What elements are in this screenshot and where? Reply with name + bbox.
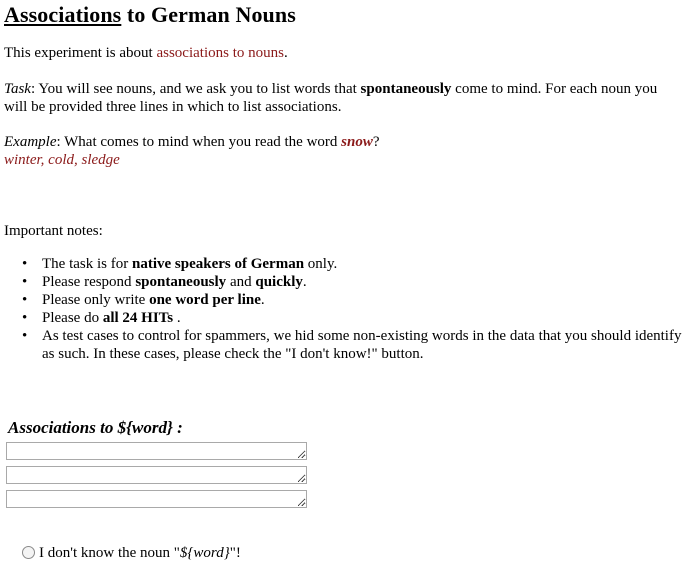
task-label: Task [4,81,31,97]
intro-text [4,44,288,62]
note-text: Please do [42,310,103,326]
dont-know-label: I don't know the noun " [39,545,180,561]
resize-grip-icon[interactable] [298,451,305,458]
task-bold: spontaneously [360,81,452,97]
note-text: only. [304,256,338,272]
task-text-2: come to mind. For each noun you will be provided three lines in which to list associations. [4,81,658,115]
note-item [42,309,682,327]
dont-know-option[interactable] [22,544,241,562]
note-item [42,273,682,291]
dont-know-word: ${word} [179,545,230,561]
note-text: . [302,274,307,290]
note-bold: all 24 HITs [102,310,174,326]
page-title [4,2,296,28]
association-field-1[interactable] [6,442,307,460]
note-bold: quickly [255,274,303,290]
note-text: . [260,292,265,308]
example-text [4,133,380,151]
association-field-2[interactable] [6,466,307,484]
intro-suffix: . [283,45,288,61]
note-text: The task is for [42,256,132,272]
associations-label: Associations to ${word} : [8,418,183,437]
dont-know-suffix: "! [229,545,241,561]
example-text-2: ? [372,134,380,150]
note-text: . [173,310,181,326]
note-text: As test cases to control for spammers, we hid some non-existing words in the data that you should identify as such. In these cases, please check the "I don't know!" button. [42,328,682,362]
notes-list [4,255,682,363]
intro-highlight: associations to nouns [156,45,284,61]
task-text-1: : You will see nouns, and we ask you to list words that [30,81,361,97]
note-item [42,255,682,273]
page-title-associations: Associations [4,2,122,27]
example-answers: winter, cold, sledge [4,152,120,168]
note-bold: one word per line [149,292,261,308]
note-text: Please respond [42,274,136,290]
example-label: Example [4,134,57,150]
resize-grip-icon[interactable] [298,499,305,506]
note-text: and [226,274,256,290]
note-text: Please only write [42,292,150,308]
dont-know-radio[interactable] [22,546,35,559]
association-field-3[interactable] [6,490,307,508]
task-text [4,80,684,116]
example-text-1: : What comes to mind when you read the word [56,134,342,150]
intro-prefix: This experiment is about [4,45,157,61]
resize-grip-icon[interactable] [298,475,305,482]
example-word: snow [341,134,373,150]
note-bold: spontaneously [135,274,227,290]
note-bold: native speakers of German [131,256,305,272]
note-item [42,291,682,309]
notes-heading: Important notes: [4,223,103,239]
note-item [42,327,682,363]
page-title-rest: to German Nouns [121,2,296,27]
